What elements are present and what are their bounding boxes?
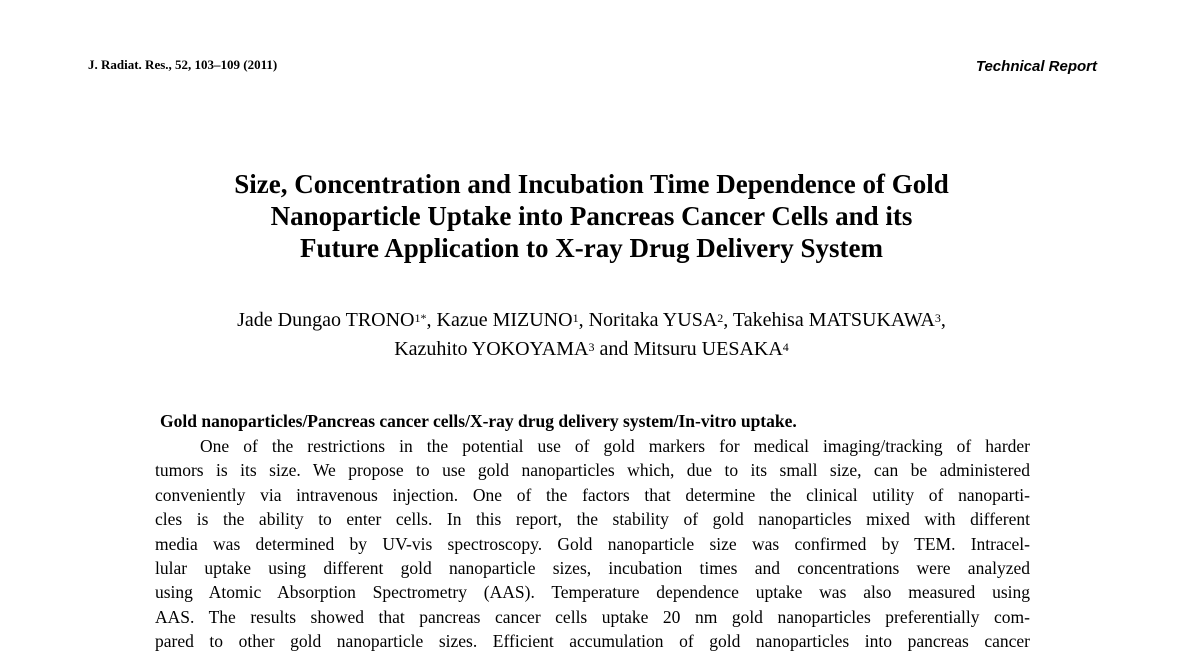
abstract-line: AAS. The results showed that pancreas cancer cells uptake 20 nm gold nanoparticles preferentially com- <box>155 606 1030 627</box>
keywords: Gold nanoparticles/Pancreas cancer cells/X-ray drug delivery system/In-vitro uptake. <box>160 411 797 431</box>
abstract-line: One of the restrictions in the potential use of gold markers for medical imaging/tracking of harder <box>200 436 1030 456</box>
author-affiliation: 1 <box>572 311 579 325</box>
author-separator: and <box>594 338 634 360</box>
abstract-line: lular uptake using different gold nanoparticle sizes, incubation times and concentrations were analyzed <box>155 557 1030 578</box>
abstract-line: cles is the ability to enter cells. In this report, the stability of gold nanoparticles mixed with different <box>155 509 1030 530</box>
author-affiliation: 3 <box>934 311 941 325</box>
author-separator: , <box>578 309 589 331</box>
abstract-line: pared to other gold nanoparticle sizes. Efficient accumulation of gold nanoparticles into pancreas cancer <box>155 631 1030 652</box>
abstract-line: media was determined by UV-vis spectroscopy. Gold nanoparticle size was confirmed by TEM. Intracel- <box>155 533 1030 554</box>
author-name: Mitsuru UESAKA <box>633 338 783 360</box>
author-affiliation: 4 <box>782 340 789 354</box>
title-line: Future Application to X-ray Drug Delivery System <box>300 233 883 263</box>
title-line: Size, Concentration and Incubation Time Dependence of Gold <box>234 169 949 199</box>
report-type-label: Technical Report <box>975 58 1097 75</box>
author-name: Kazue MIZUNO <box>436 309 573 331</box>
author-affiliation: 1* <box>414 311 427 325</box>
author-list <box>0 306 1183 364</box>
abstract-line: using Atomic Absorption Spectrometry (AAS). Temperature dependence uptake was also measured using <box>155 582 1030 603</box>
paper-title <box>0 168 1183 264</box>
author-name: Jade Dungao TRONO <box>237 309 415 331</box>
abstract-line: conveniently via intravenous injection. One of the factors that determine the clinical utility of nanoparti- <box>155 484 1030 505</box>
author-separator: , <box>426 309 437 331</box>
author-name: Takehisa MATSUKAWA <box>732 309 935 331</box>
abstract <box>155 434 1030 654</box>
author-affiliation: 2 <box>717 311 724 325</box>
journal-reference: J. Radiat. Res., 52, 103–109 (2011) <box>88 57 278 72</box>
author-separator: , <box>723 309 733 331</box>
author-line <box>0 306 1183 335</box>
abstract-line: tumors is its size. We propose to use gold nanoparticles which, due to its small size, can be administered <box>155 460 1030 481</box>
title-line: Nanoparticle Uptake into Pancreas Cancer Cells and its <box>270 201 913 231</box>
author-separator: , <box>940 309 946 331</box>
author-affiliation: 3 <box>588 340 595 354</box>
author-line <box>0 335 1183 364</box>
author-name: Noritaka YUSA <box>588 309 718 331</box>
author-name: Kazuhito YOKOYAMA <box>394 338 589 360</box>
